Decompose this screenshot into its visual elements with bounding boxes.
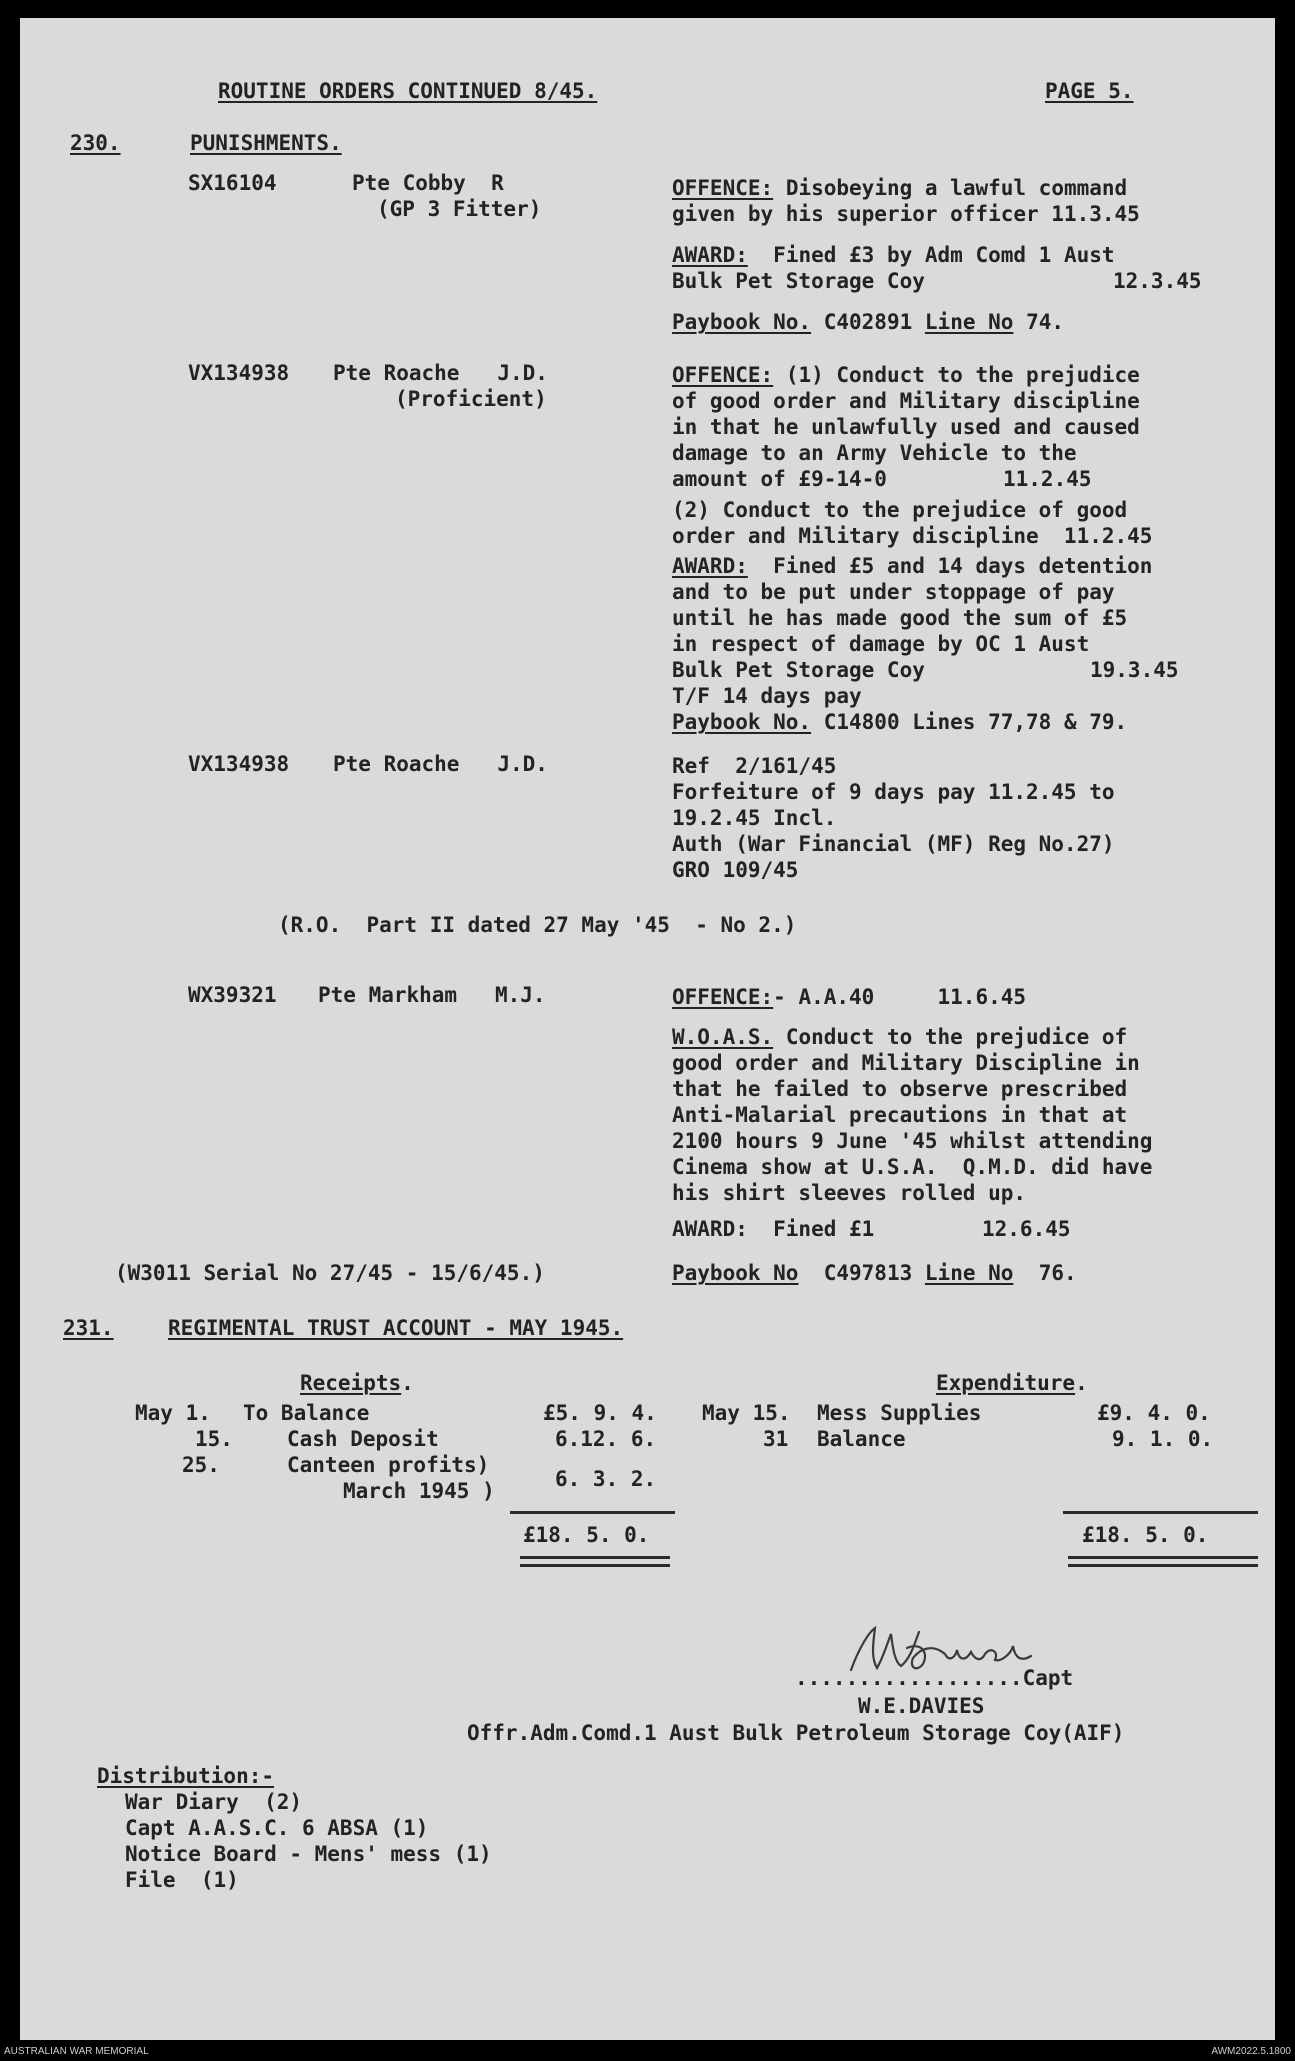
receipt-1-date: May 1. bbox=[135, 1401, 211, 1425]
entry2-award: AWARD: Fined £5 and 14 days detention bbox=[672, 554, 1153, 578]
section-231-number: 231. bbox=[63, 1316, 114, 1340]
entry2-award-line4: in respect of damage by OC 1 Aust bbox=[672, 632, 1090, 656]
entry3-ref: Ref 2/161/45 bbox=[672, 754, 837, 778]
signatory-title: Offr.Adm.Comd.1 Aust Bulk Petroleum Storage Coy(AIF) bbox=[467, 1721, 1125, 1745]
distribution-item: File (1) bbox=[125, 1868, 239, 1892]
entry4-award: AWARD: Fined £1 bbox=[672, 1217, 875, 1241]
entry3-line4: Auth (War Financial (MF) Reg No.27) bbox=[672, 832, 1115, 856]
receipts-total-rule-2 bbox=[520, 1564, 670, 1567]
page-header-title: ROUTINE ORDERS CONTINUED 8/45. bbox=[218, 79, 598, 103]
entry2-award-line6: T/F 14 days pay bbox=[672, 684, 862, 708]
entry2-offence-line2: of good order and Military discipline bbox=[672, 389, 1140, 413]
signatory-name: W.E.DAVIES bbox=[858, 1694, 985, 1718]
routine-order-reference: (R.O. Part II dated 27 May '45 - No 2.) bbox=[278, 913, 797, 937]
entry2-offence-date: 11.2.45 bbox=[1003, 467, 1092, 491]
entry1-name: Pte Cobby R bbox=[352, 171, 504, 195]
entry3-name: Pte Roache J.D. bbox=[333, 752, 548, 776]
entry2-award-line3: until he has made good the sum of £5 bbox=[672, 606, 1128, 630]
page-number: PAGE 5. bbox=[1045, 79, 1134, 103]
expense-1-amount: £9. 4. 0. bbox=[1097, 1401, 1211, 1425]
expense-2-amount: 9. 1. 0. bbox=[1112, 1427, 1214, 1451]
distribution-heading: Distribution:- bbox=[97, 1764, 275, 1788]
expenditure-total-rule-1 bbox=[1068, 1556, 1258, 1559]
entry4-line3: that he failed to observe prescribed bbox=[672, 1077, 1128, 1101]
entry2-award-line5: Bulk Pet Storage Coy bbox=[672, 658, 925, 682]
entry2-offence-line3: in that he unlawfully used and caused bbox=[672, 415, 1140, 439]
entry1-trade: (GP 3 Fitter) bbox=[377, 197, 542, 221]
entry1-offence-line2: given by his superior officer 11.3.45 bbox=[672, 202, 1140, 226]
entry2-name: Pte Roache J.D. bbox=[333, 361, 548, 385]
section-230-title: PUNISHMENTS. bbox=[190, 131, 342, 155]
expenditure-heading: Expenditure. bbox=[936, 1371, 1088, 1395]
entry2-paybook: Paybook No. C14800 Lines 77,78 & 79. bbox=[672, 710, 1128, 734]
receipt-3-amount: 6. 3. 2. bbox=[555, 1467, 657, 1491]
expense-1-desc: Mess Supplies bbox=[817, 1401, 982, 1425]
receipts-total-rule-top bbox=[510, 1511, 675, 1514]
distribution-item: Capt A.A.S.C. 6 ABSA (1) bbox=[125, 1816, 429, 1840]
receipt-1-amount: £5. 9. 4. bbox=[543, 1401, 657, 1425]
entry2-offence-line4: damage to an Army Vehicle to the bbox=[672, 441, 1077, 465]
entry4-name: Pte Markham M.J. bbox=[318, 983, 546, 1007]
receipts-total: £18. 5. 0. bbox=[523, 1523, 650, 1547]
entry2-offence: OFFENCE: (1) Conduct to the prejudice bbox=[672, 363, 1140, 387]
section-230-number: 230. bbox=[70, 131, 121, 155]
receipt-3-date: 25. bbox=[182, 1453, 220, 1477]
expense-2-desc: Balance bbox=[817, 1427, 906, 1451]
entry3-service-number: VX134938 bbox=[188, 752, 290, 776]
receipt-1-desc: To Balance bbox=[243, 1401, 370, 1425]
expenditure-total-rule-2 bbox=[1068, 1564, 1258, 1567]
expenditure-total: £18. 5. 0. bbox=[1082, 1523, 1209, 1547]
entry1-award-line2: Bulk Pet Storage Coy bbox=[672, 269, 925, 293]
entry2-trade: (Proficient) bbox=[395, 387, 547, 411]
signature-line-rank: ..................Capt bbox=[795, 1666, 1074, 1690]
entry1-award-date: 12.3.45 bbox=[1113, 269, 1202, 293]
receipt-3-desc: Canteen profits) bbox=[287, 1453, 490, 1477]
entry4-woas: W.O.A.S. Conduct to the prejudice of bbox=[672, 1025, 1128, 1049]
expenditure-total-rule-top bbox=[1063, 1511, 1258, 1514]
entry4-offence: OFFENCE:- A.A.40 11.6.45 bbox=[672, 985, 1027, 1009]
entry2-offence-line6: (2) Conduct to the prejudice of good bbox=[672, 498, 1128, 522]
entry4-line7: his shirt sleeves rolled up. bbox=[672, 1181, 1027, 1205]
entry4-paybook: Paybook No C497813 Line No 76. bbox=[672, 1261, 1077, 1285]
entry3-line5: GRO 109/45 bbox=[672, 858, 799, 882]
receipts-total-rule-1 bbox=[520, 1556, 670, 1559]
entry2-award-line2: and to be put under stoppage of pay bbox=[672, 580, 1115, 604]
expense-2-date: 31 bbox=[763, 1427, 789, 1451]
receipt-2-date: 15. bbox=[195, 1427, 233, 1451]
entry4-line6: Cinema show at U.S.A. Q.M.D. did have bbox=[672, 1155, 1153, 1179]
entry3-line2: Forfeiture of 9 days pay 11.2.45 to bbox=[672, 780, 1115, 804]
footer-institution: AUSTRALIAN WAR MEMORIAL bbox=[4, 2046, 149, 2057]
entry1-offence: OFFENCE: Disobeying a lawful command bbox=[672, 176, 1128, 200]
entry4-line2: good order and Military Discipline in bbox=[672, 1051, 1140, 1075]
expense-1-date: May 15. bbox=[702, 1401, 791, 1425]
receipts-heading: Receipts. bbox=[300, 1371, 414, 1395]
entry1-paybook: Paybook No. C402891 Line No 74. bbox=[672, 310, 1065, 334]
receipt-2-amount: 6.12. 6. bbox=[555, 1427, 657, 1451]
entry1-service-number: SX16104 bbox=[188, 171, 277, 195]
entry4-service-number: WX39321 bbox=[188, 983, 277, 1007]
entry2-award-date: 19.3.45 bbox=[1090, 658, 1179, 682]
receipt-2-desc: Cash Deposit bbox=[287, 1427, 439, 1451]
entry2-offence-line7: order and Military discipline 11.2.45 bbox=[672, 524, 1153, 548]
entry3-line3: 19.2.45 Incl. bbox=[672, 806, 837, 830]
receipt-3-desc-line2: March 1945 ) bbox=[343, 1479, 495, 1503]
entry1-award: AWARD: Fined £3 by Adm Comd 1 Aust bbox=[672, 243, 1115, 267]
entry4-line5: 2100 hours 9 June '45 whilst attending bbox=[672, 1129, 1153, 1153]
entry4-award-date: 12.6.45 bbox=[982, 1217, 1071, 1241]
entry4-line4: Anti-Malarial precautions in that at bbox=[672, 1103, 1128, 1127]
distribution-item: War Diary (2) bbox=[125, 1790, 303, 1814]
entry2-offence-line5: amount of £9-14-0 bbox=[672, 467, 887, 491]
distribution-item: Notice Board - Mens' mess (1) bbox=[125, 1842, 492, 1866]
section-231-title: REGIMENTAL TRUST ACCOUNT - MAY 1945. bbox=[168, 1316, 624, 1340]
entry4-serial: (W3011 Serial No 27/45 - 15/6/45.) bbox=[115, 1261, 545, 1285]
footer-accession-number: AWM2022.5.1800 bbox=[1211, 2046, 1291, 2057]
entry2-service-number: VX134938 bbox=[188, 361, 290, 385]
